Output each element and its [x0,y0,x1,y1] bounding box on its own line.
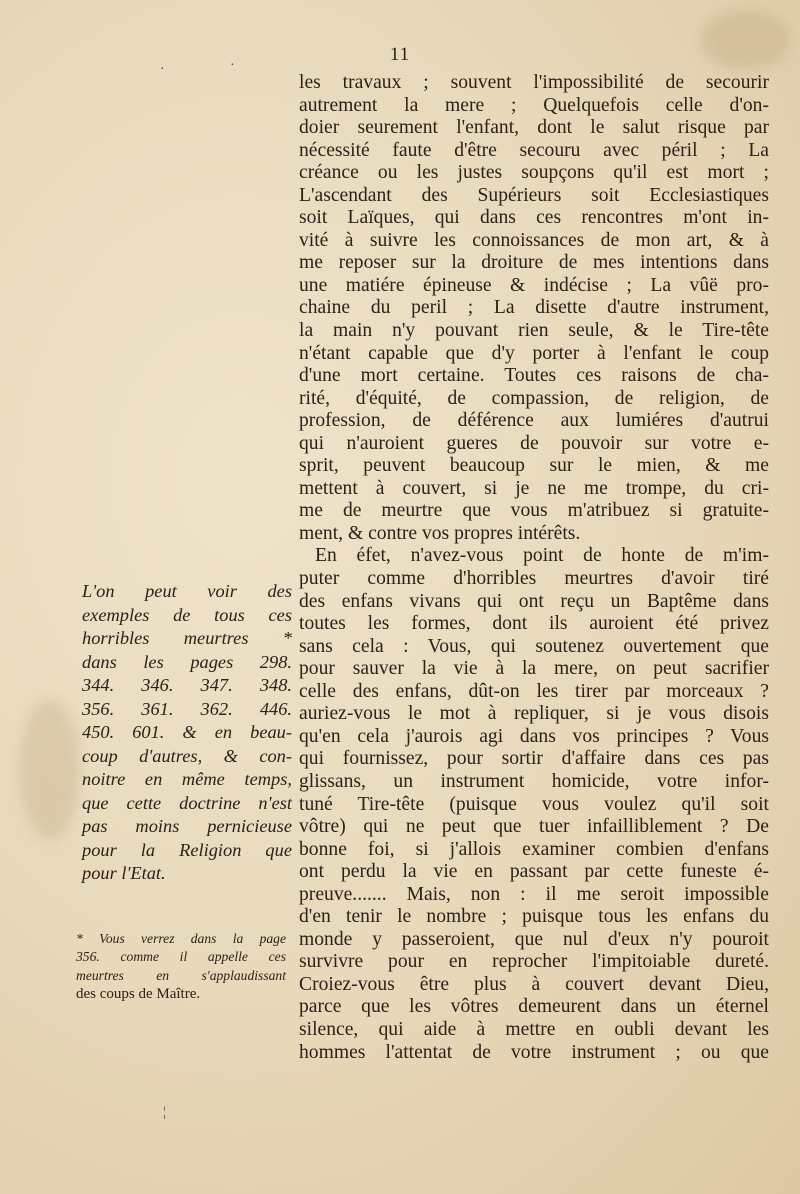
margin-note-line: 450. 601. & en beau- [82,722,292,742]
text-line: pour sauver la vie à la mere, on peut sacrifier [299,658,769,680]
text-line: nécessité faute d'être secouru avec péril ; La [299,139,769,161]
text-line: bonne foi, si j'allois examiner combien d'enfans [299,838,769,860]
text-line: auriez-vous le mot à repliquer, si je vous disois [299,703,769,725]
text-line: En éfet, n'avez-vous point de honte de m'im- [315,545,769,567]
margin-note-line: pour l'Etat. [82,863,166,883]
text-line: tuné Tire-tête (puisque vous voulez qu'il soit [299,793,769,815]
footnote-line: des coups de Maître. [76,986,201,1003]
footnote-line: 356. comme il appelle ces [76,949,286,965]
text-line: mettent à couvert, si je ne me trompe, du cri- [299,477,769,499]
text-line: les travaux ; souvent l'impossibilité de secourir [299,72,769,93]
ink-speck: · [160,62,165,77]
text-line: doier seurement l'enfant, dont le salut risque par [299,117,769,139]
footnote [76,930,286,1004]
text-line: des enfans vivans qui ont reçu un Baptême dans [299,590,769,612]
text-line: n'étant capable que d'y porter à l'enfant le coup [299,342,769,364]
text-line: une matiére épineuse & indécise ; La vûë pro- [299,274,769,296]
text-line: glissans, un instrument homicide, votre infor- [299,770,769,792]
text-line: me de meurtre que vous m'atribuez si gratuite- [299,500,769,522]
margin-note [82,580,292,886]
page-number: 11 [389,44,411,65]
margin-note-line: 344. 346. 347. 348. [82,675,292,695]
margin-note-line: noitre en même temps, [82,769,292,789]
text-line: qui n'auroient gueres de pouvoir sur votre e- [299,432,769,454]
text-line: silence, qui aide à mettre en oubli devant les [299,1018,769,1040]
text-line: L'ascendant des Supérieurs soit Ecclesiastiques [299,184,769,206]
margin-note-line: horribles meurtres * [82,628,292,648]
margin-note-line: que cette doctrine n'est [82,792,292,813]
margin-note-line: pas moins pernicieuse [82,816,292,836]
text-line: qui fournissez, pour sortir d'affaire dans ces pas [299,748,769,770]
margin-note-line: 356. 361. 362. 446. [82,698,292,719]
margin-note-line: L'on peut voir des [82,581,292,601]
text-line: me reposer sur la droiture de mes intentions dans [299,252,769,274]
main-text-column [299,72,769,1064]
text-line: d'une mort certaine. Toutes ces raisons de cha- [299,365,769,387]
text-line: sans cela : Vous, qui soutenez ouvertement que [299,635,769,657]
text-line: la main n'y pouvant rien seule, & le Tire-tête [299,320,769,342]
margin-note-line: exemples de tous ces [82,604,292,625]
ink-speck: · [230,58,235,73]
text-line: preuve....... Mais, non : il me seroit impossible [299,883,769,905]
text-line: survivre pour en reprocher l'impitoiable dureté. [299,951,769,973]
text-line: rité, d'équité, de compassion, de religion, de [299,387,769,409]
text-line: créance ou les justes soupçons qu'il est mort ; [299,162,769,184]
text-line: chaine du peril ; La disette d'autre instrument, [299,297,769,319]
footnote-line: * Vous verrez dans la page [76,931,286,946]
text-line: vité à suivre les connoissances de mon art, & à [299,229,769,251]
text-line: soit Laïques, qui dans ces rencontres m'ont in- [299,207,769,229]
footnote-line: meurtres en s'applaudissant [76,967,286,983]
text-line: profession, de déférence aux lumiéres d'autrui [299,410,769,432]
text-line: hommes l'attentat de votre instrument ; ou que [299,1041,769,1063]
text-line: sprit, peuvent beaucoup sur le mien, & me [299,455,769,477]
margin-note-line: dans les pages 298. [82,651,292,672]
text-line: celle des enfans, dût-on les tirer par morceaux ? [299,680,769,702]
margin-note-line: coup d'autres, & con- [82,745,292,766]
text-line: puter comme d'horribles meurtres d'avoir tiré [299,568,769,590]
text-line: d'en tenir le nombre ; puisque tous les enfans du [299,906,769,928]
text-line: ment, & contre vos propres intérêts. [299,522,581,544]
text-line: autrement la mere ; Quelquefois celle d'on- [299,94,769,116]
text-line: qu'en cela j'aurois agi dans vos principes ? Vous [299,725,769,747]
margin-note-line: pour la Religion que [82,839,292,860]
text-line: vôtre) qui ne peut que tuer infailliblement ? De [299,816,769,838]
text-line: toutes les formes, dont ils auroient été privez [299,613,769,635]
text-line: ont perdu la vie en passant par cette funeste é- [299,861,769,883]
text-line: monde y passeroient, que nul d'eux n'y pouroit [299,928,769,950]
text-line: parce que les vôtres demeurent dans un éternel [299,996,769,1018]
ink-speck: ¦ [163,1105,166,1120]
paper-stain [20,700,80,840]
text-line: Croiez-vous être plus à couvert devant Dieu, [299,973,769,995]
